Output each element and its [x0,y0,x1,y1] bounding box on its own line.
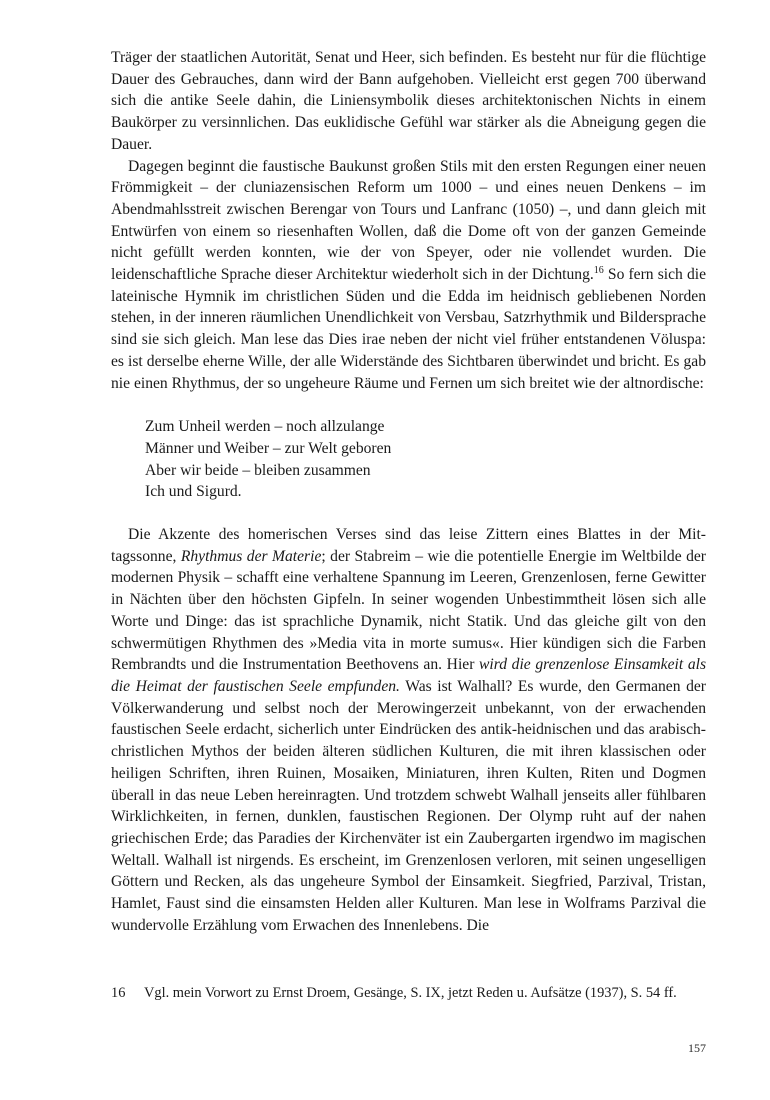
footnote-number: 16 [111,985,126,1001]
emphasis-rhythmus: Rhythmus der Materie [180,547,322,565]
paragraph-3-text-c: Was ist Walhall? Es wurde, den Germanen der Völkerwanderung und selbst noch der Merowingerzeit unbekannt, von der erwachenden faustischen Seele erdacht, sicherlich unter Eindrücken des antik-heidnischen und das arabisch-christlichen Mythos der beiden älteren südlichen Kulturen, die mit ihren klassischen oder heiligen Schriften, ihren Ruinen, Mosaiken, Miniaturen, ihren Kulten, Riten und Dogmen überall in das neue Leben hereinragten. Und trotzdem schwebt Walhall jenseits aller fühlbaren Wirklichkeiten, in fernen, dunklen, faustischen Regionen. Der Olymp ruht auf der nahen griechischen Erde; das Paradies der Kirchenväter ist ein Zaubergarten irgendwo im magischen Weltall. Walhall ist nirgends. Es erscheint, im Grenzenlosen verloren, mit seinen ungeselligen Göttern und Recken, als das ungeheure Symbol der Einsamkeit. Siegfried, Parzival, Tristan, Hamlet, Faust sind die einsamsten Helden aller Kulturen. Man lese in Wolframs Parzival die wundervolle Erzählung vom Erwachen des Innenlebens. Die [111,677,706,934]
verse-line: Männer und Weiber – zur Welt geboren [145,439,392,457]
paragraph-1: Träger der staatlichen Autorität, Senat und Heer, sich befinden. Es besteht nur für die flüchtige Dauer des Gebrauches, dann wird der Bann aufgehoben. Vielleicht erst gegen 700 überwand sich die antike Seele dahin, die Liniensymbolik dieses architektonischen Nichts in einem Baukörper zu versinnlichen. Das euklidische Gefühl war stärker als die Abneigung gegen die Dauer. [111,49,706,153]
paragraph-3 [111,524,706,936]
paragraph-2-text-a: Dagegen beginnt die faustische Baukunst großen Stils mit den ersten Regungen einer neuen Frömmigkeit – der cluniazensischen Reform um 1000 – und eines neuen Denkens – im Abendmahlsstreit zwischen Berengar von Tours und Lanfranc (1050) –, und dann gleich mit Entwürfen von einem so riesenhaften Wollen, daß die Dome oft von der ganzen Gemeinde nicht gefüllt werden konnten, wie der von Speyer, oder nie vollendet wurden. Die leidenschaftliche Sprache dieser Architektur wiederholt sich in der Dichtung. [111,157,706,284]
verse-quote [145,416,706,503]
paragraph-3-text-a: Die Akzente des homerischen Verses sind das leise Zittern eines Blattes in der Mittagssonne, [111,526,706,565]
footnote-text: Vgl. mein Vorwort zu Ernst Droem, Gesänge, S. IX, jetzt Reden u. Aufsätze (1937), S. 54 ff. [144,985,677,1001]
main-text [111,47,706,936]
verse-line: Ich und Sigurd. [145,483,242,501]
footnote-reference[interactable]: 16 [593,265,604,277]
paragraph-2 [111,156,706,395]
verse-line: Zum Unheil werden – noch allzulange [145,418,385,436]
paragraph-2-text-b: So fern sich die lateinische Hymnik im christlichen Süden und die Edda im heidnisch gebliebenen Norden stehen, in der inneren räumlichen Unendlichkeit von Versbau, Satzrhythmik und Bildersprache sind sie sich gleich. Man lese das Dies irae neben der nicht viel früher entstandenen Völuspa: es ist derselbe eherne Wille, der alle Widerstände des Sichtbaren überwindet und bricht. Es gab nie einen Rhythmus, der so ungeheure Räume und Fernen um sich breitet wie der altnordische: [111,266,706,392]
emphasis-einsamkeit: wird die grenzenlose Einsamkeit als die Heimat der faustischen Seele empfunden. [111,656,707,695]
paragraph-3-text-b: ; der Stabreim – wie die potentielle Energie im Weltbilde der modernen Physik – schafft eine verhaltene Spannung im Leeren, Grenzenlosen, ferne Gewitter in Nächten über den höchsten Gipfeln. In seiner wogenden Unbestimmtheit lösen sich alle Worte und Dinge: das ist sprachliche Dynamik, nicht Statik. Und das gleiche gilt von den schwermütigen Rhythmen des »Media vita in morte sumus«. Hier kündigen sich die Farben Rembrandts und die Instrumentation Beethovens an. Hier [111,547,706,674]
page-number: 157 [688,1041,706,1055]
footnote [111,984,706,1003]
verse-line: Aber wir beide – bleiben zusammen [145,461,371,479]
